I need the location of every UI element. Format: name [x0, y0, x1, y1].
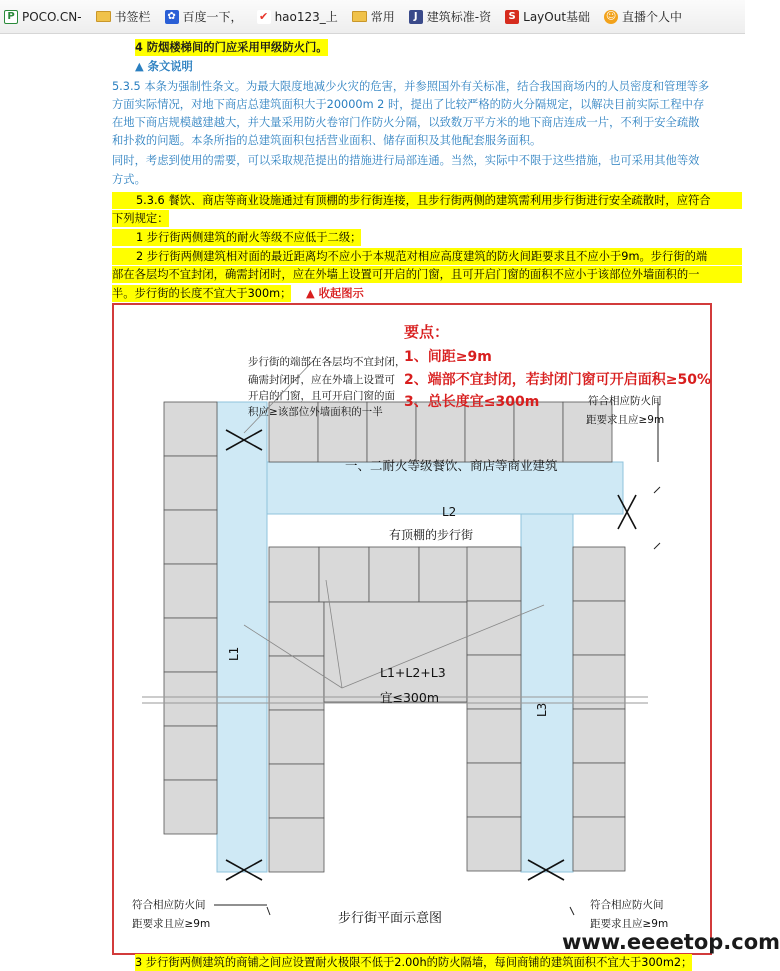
- folder-icon: [96, 11, 111, 22]
- bookmark-label: 常用: [370, 10, 395, 24]
- figure-caption: 步行街平面示意图: [338, 911, 443, 926]
- bookmark-layout[interactable]: [505, 8, 590, 25]
- key-point-3: 3、总长度宜≤300m: [404, 394, 540, 410]
- bookmarks-bar: [0, 0, 745, 34]
- spacing-note-bottom-left: 符合相应防火间: [132, 899, 206, 911]
- para-535: 5.3.5 本条为强制性条文。为最大限度地减少火灾的危害，并参照国外有关标准，结合我国商场内的人员密度和管理等多: [112, 80, 710, 93]
- shop-cell: [164, 618, 217, 672]
- item-4: 4 防烟楼梯间的门应采用甲级防火门。: [135, 41, 328, 54]
- spacing-note-bottom-left: 距要求且应≥9m: [132, 918, 211, 930]
- para-535: 和扑救的问题。本条所指的总建筑面积包括营业面积、储存面积及其他配套服务面积。: [112, 134, 542, 147]
- hao123-icon: ✔: [257, 10, 271, 24]
- shop-cell: [573, 601, 625, 655]
- shop-cell: [573, 547, 625, 601]
- street-label: 有顶棚的步行街: [389, 528, 474, 542]
- shop-cell: [573, 817, 625, 871]
- key-point-1: 1、间距≥9m: [404, 349, 492, 365]
- length-sum: L1+L2+L3: [380, 665, 446, 680]
- bookmark-label: 百度一下，: [182, 10, 243, 24]
- bookmark-folder-bookmarks[interactable]: [96, 8, 151, 25]
- bookmark-poco[interactable]: [4, 10, 82, 24]
- spacing-note-bottom-right: 距要求且应≥9m: [590, 918, 669, 930]
- bookmark-jz[interactable]: [409, 8, 491, 25]
- shop-cell: [467, 655, 521, 709]
- length-sum-limit: 宜≤300m: [380, 690, 440, 705]
- dimension-l2: L2: [442, 505, 457, 519]
- bookmark-label: 书签栏: [114, 10, 151, 24]
- jz-icon: J: [409, 10, 423, 24]
- live-icon: ☺: [605, 11, 617, 22]
- rule-3: 3 步行街两侧建筑的商铺之间应设置耐火极限不低于2.00h的防火隔墙，每间商铺的建筑面积不宜大于300m2；: [135, 956, 693, 969]
- key-points-title: 要点：: [404, 323, 450, 341]
- shop-cell: [573, 655, 625, 709]
- spacing-note-top-right: 符合相应防火间: [588, 395, 662, 407]
- rule-1: 1 步行街两侧建筑的耐火等级不应低于二级；: [112, 229, 361, 246]
- rule-2: 部在各层均不宜封闭，确需封闭时，应在外墙上设置可开启的门窗，且可开启门窗的面积不应小于该部位外墙面积的一: [112, 266, 742, 283]
- poco-icon: P: [4, 10, 18, 24]
- diagram-svg: [114, 305, 710, 953]
- shop-cell: [563, 402, 612, 462]
- s-icon: S: [505, 10, 519, 24]
- shop-cell: [419, 547, 469, 602]
- dimension-l1: L1: [227, 646, 241, 661]
- para-535: 同时，考虑到使用的需要，可以采取规范提出的措施进行局部连通。当然，实际中不限于这些措施，也可采用其他等效: [112, 154, 700, 167]
- shop-cell: [164, 780, 217, 834]
- shop-cell: [269, 547, 319, 602]
- rule-2: 2 步行街两侧建筑相对面的最近距离均不应小于本规范对相应高度建筑的防火间距要求且不应小于9m。步行街的端: [112, 248, 742, 265]
- shop-cell: [164, 672, 217, 726]
- shop-cell: [467, 817, 521, 871]
- bookmark-hao123[interactable]: [257, 8, 338, 25]
- building-label: 一、二耐火等级餐饮、商店等商业建筑: [345, 458, 558, 473]
- shop-cell: [573, 763, 625, 817]
- dimension-l3: L3: [535, 702, 549, 717]
- bookmark-label: LayOut基础: [523, 10, 591, 24]
- shop-cell: [164, 402, 217, 456]
- shop-cell: [319, 547, 369, 602]
- shop-cell: [369, 547, 419, 602]
- spacing-note-top-right: 距要求且应≥9m: [586, 414, 665, 426]
- shop-cell: [269, 602, 324, 656]
- site-watermark: www.eeeetop.com: [562, 930, 780, 954]
- spacing-note-bottom-right: 符合相应防火间: [590, 899, 664, 911]
- pedestrian-street-diagram: [112, 303, 712, 955]
- shop-cell: [514, 402, 563, 462]
- shop-cell: [416, 402, 465, 462]
- end-closure-note: 确需封闭时，应在外墙上设置可: [248, 374, 395, 386]
- rule-2: 半。步行街的长度不宜大于300m；: [112, 287, 292, 300]
- end-closure-note: 步行街的端部在各层均不宜封闭，: [248, 356, 406, 368]
- bookmark-baidu[interactable]: [165, 8, 243, 25]
- shop-cell: [465, 402, 514, 462]
- end-closure-note: 积应≥该部位外墙面积的一半: [248, 406, 383, 418]
- bookmark-label: hao123_上: [274, 10, 338, 24]
- shop-cell: [269, 818, 324, 872]
- bookmark-live[interactable]: [604, 8, 682, 25]
- shop-cell: [269, 656, 324, 710]
- street-right: [521, 514, 573, 872]
- para-536: 5.3.6 餐饮、商店等商业设施通过有顶棚的步行街连接，且步行街两侧的建筑需利用步行街进行安全疏散时，应符合: [112, 192, 742, 209]
- baidu-icon: ✿: [165, 10, 179, 24]
- key-point-2: 2、端部不宜封闭，若封闭门窗可开启面积≥50%: [404, 372, 711, 388]
- bookmark-label: 建筑标准-资: [426, 10, 492, 24]
- para-536: 下列规定：: [112, 212, 169, 225]
- shop-cell: [164, 456, 217, 510]
- shop-cell: [164, 510, 217, 564]
- street-left: [217, 402, 267, 872]
- bookmark-folder-common[interactable]: [352, 8, 395, 25]
- shop-cell: [467, 547, 521, 601]
- shop-cell: [269, 710, 324, 764]
- end-closure-note: 开启的门窗，且可开启门窗的面: [248, 390, 395, 402]
- para-535: 方面实际情况，对地下商店总建筑面积大于20000m 2 时，提出了比较严格的防火分隔规定，以解决目前实际工程中存: [112, 98, 705, 111]
- shop-cell: [164, 564, 217, 618]
- para-535: 方式。: [112, 173, 146, 186]
- para-535: 在地下商店规模越建越大，并大量采用防火卷帘门作防火分隔，以致数万平方米的地下商店连成一片，不利于安全疏散: [112, 116, 700, 129]
- shop-cell: [467, 763, 521, 817]
- shop-cell: [467, 709, 521, 763]
- shop-cell: [467, 601, 521, 655]
- collapse-figure-link[interactable]: ▲ 收起图示: [306, 287, 364, 300]
- explain-toggle[interactable]: ▲ 条文说明: [135, 60, 193, 73]
- folder-icon: [352, 11, 367, 22]
- shop-cell: [573, 709, 625, 763]
- shop-cell: [164, 726, 217, 780]
- bookmark-label: 直播个人中: [622, 10, 683, 24]
- bookmark-label: POCO.CN-: [22, 9, 82, 24]
- shop-cell: [269, 764, 324, 818]
